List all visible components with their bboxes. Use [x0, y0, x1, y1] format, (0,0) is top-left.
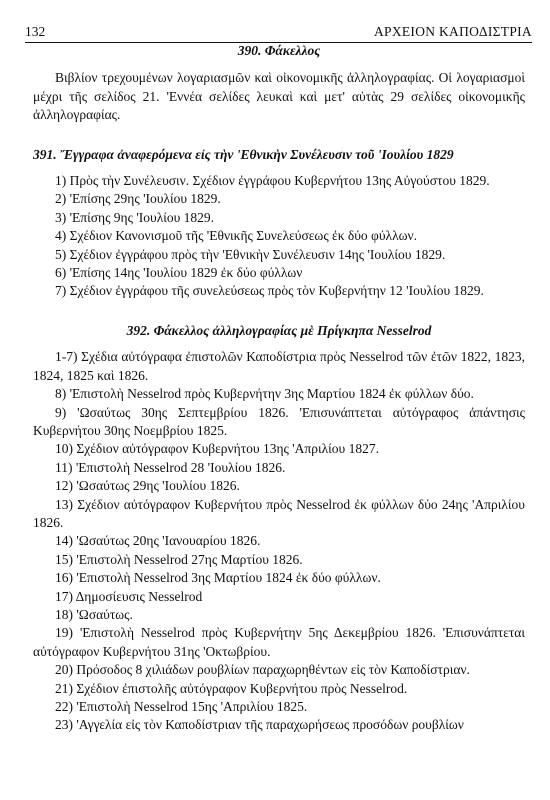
list-item: 5) Σχέδιον ἐγγράφου πρὸς τὴν 'Εθνικὴν Συνέλευσιν 14ης 'Ιουλίου 1829. [55, 246, 446, 262]
section-390-heading: 390. Φάκελλος [237, 43, 321, 58]
list-item: 7) Σχέδιον ἐγγράφου τῆς συνελεύσεως πρὸς τὸν Κυβερνήτην 12 'Ιουλίου 1829. [55, 283, 484, 299]
list-item: 8) 'Επιστολὴ Nesselrod πρὸς Κυβερνήτην 3ης Μαρτίου 1824 ἐκ φύλλων δύο. [55, 386, 474, 402]
list-item: 21) Σχέδιον ἐπιστολῆς αὐτόγραφον Κυβερνήτου πρὸς Nesselrod. [55, 680, 408, 696]
running-title: ΑΡΧΕΙΟΝ ΚΑΠΟΔΙΣΤΡΙΑ [373, 24, 532, 39]
list-item: 19) 'Επιστολὴ Nesselrod πρὸς Κυβερνήτην 5ης Δεκεμβρίου 1826. 'Επισυνάπτεται αὐτόγραφον Κυβερνήτου 31ης 'Οκτωβρίου. [33, 625, 525, 659]
list-item: 2) 'Επίσης 29ης 'Ιουλίου 1829. [55, 191, 221, 207]
list-item: 11) 'Επιστολὴ Nesselrod 28 'Ιουλίου 1826. [55, 459, 286, 475]
page-number: 132 [25, 24, 46, 39]
list-item: 18) 'Ωσαύτως. [55, 606, 133, 622]
list-item: 17) Δημοσίευσις Nesselrod [55, 588, 203, 604]
list-item: 15) 'Επιστολὴ Nesselrod 27ης Μαρτίου 1826. [55, 551, 303, 567]
list-item: 10) Σχέδιον αὐτόγραφον Κυβερνήτου 13ης 'Απριλίου 1827. [55, 441, 379, 457]
list-item: 16) 'Επιστολὴ Nesselrod 3ης Μαρτίου 1824 ἐκ δύο φύλλων. [55, 570, 381, 586]
list-item: 22) 'Επιστολὴ Nesselrod 15ης 'Απριλίου 1825. [55, 699, 308, 714]
list-item: 12) 'Ωσαύτως 29ης 'Ιουλίου 1826. [55, 478, 240, 494]
list-item: 20) Πρόσοδος 8 χιλιάδων ρουβλίων παραχωρηθέντων εἰς τὸν Καποδίστριαν. [55, 662, 470, 678]
section-390-paragraph: Βιβλίον τρεχουμένων λογαριασμῶν καὶ οἰκονομικῆς ἀλληλογραφίας. Οἱ λογαριασμοὶ μέχρι τῆς σελίδος 21. 'Εννέα σελίδες λευκαὶ καὶ μετ' αὐτὰς 29 σελίδες οἰκονομικῆς ἀλληλογραφίας. [33, 70, 525, 123]
list-item: 1-7) Σχέδια αὐτόγραφα ἐπιστολῶν Καποδίστρια πρὸς Nesselrod τῶν ἐτῶν 1822, 1823, 1824, 1825 καὶ 1826. [33, 349, 525, 383]
list-item: 1) Πρὸς τὴν Συνέλευσιν. Σχέδιον ἐγγράφου Κυβερνήτου 13ης Αὐγούστου 1829. [55, 173, 490, 189]
list-item: 14) 'Ωσαύτως 20ης 'Ιανουαρίου 1826. [55, 533, 261, 549]
list-item: 4) Σχέδιον Κανονισμοῦ τῆς 'Εθνικῆς Συνελεύσεως ἐκ δύο φύλλων. [55, 228, 417, 244]
list-item: 13) Σχέδιον αὐτόγραφον Κυβερνήτου πρὸς Nesselrod ἐκ φύλλων δύο 24ης 'Απριλίου 1826. [33, 496, 525, 530]
list-item: 6) 'Επίσης 14ης 'Ιουλίου 1829 ἐκ δύο φύλλων [55, 265, 303, 281]
section-392-heading: 392. Φάκελλος ἀλληλογραφίας μὲ Πρίγκηπα Nesselrod [126, 322, 432, 338]
document-body [33, 36, 525, 735]
section-391-heading: 391. Ἔγγραφα ἀναφερόμενα εἰς τὴν 'Εθνικὴν Συνέλευσιν τοῦ 'Ιουλίου 1829 [33, 146, 454, 162]
list-item: 9) 'Ωσαύτως 30ης Σεπτεμβρίου 1826. 'Επισυνάπτεται αὐτόγραφος ἀπάντησις Κυβερνήτου 30ης Νοεμβρίου 1825. [33, 404, 525, 438]
list-item: 23) 'Αγγελία εἰς τὸν Καποδίστριαν τῆς παραχωρήσεως προσόδων ρουβλίων [55, 717, 464, 733]
list-item: 3) 'Επίσης 9ης 'Ιουλίου 1829. [55, 209, 215, 225]
